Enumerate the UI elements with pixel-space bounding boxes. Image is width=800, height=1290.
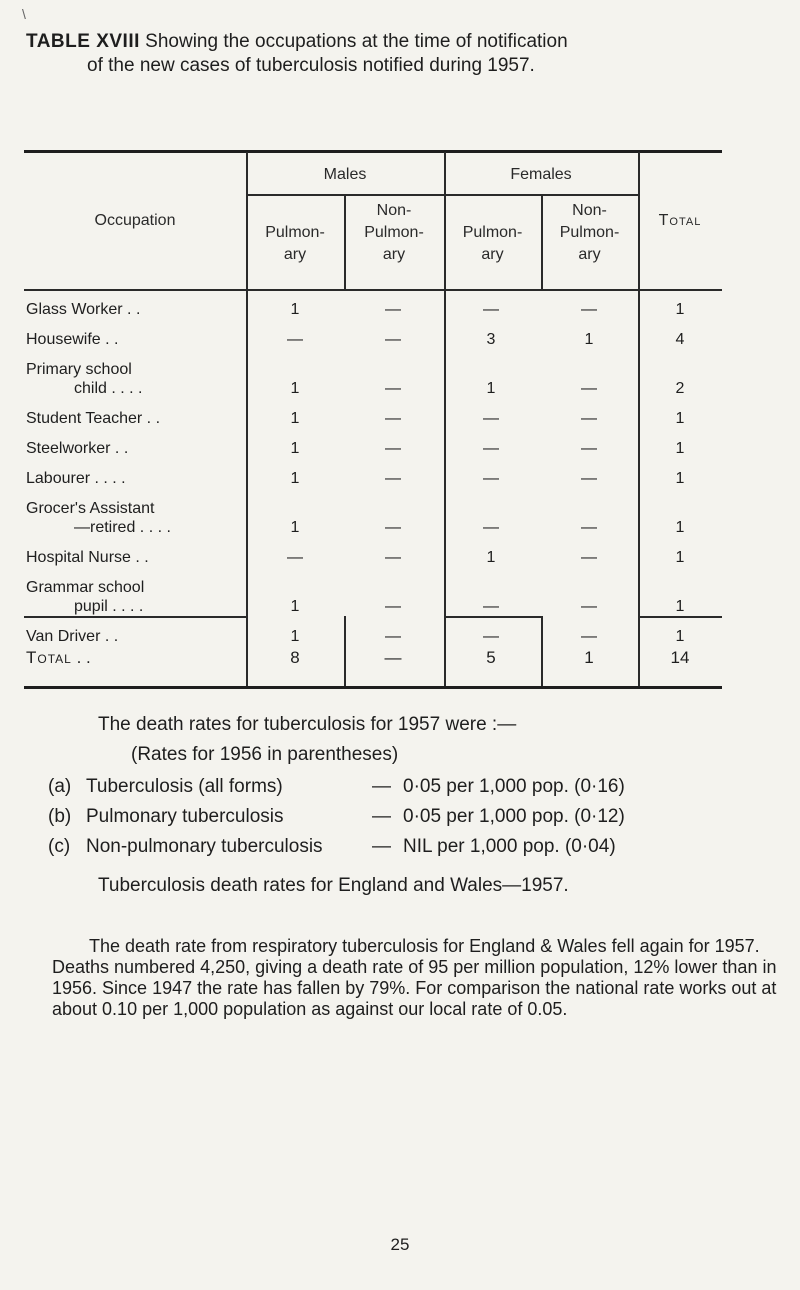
cell-total: 1 [675, 440, 685, 457]
cell-female-pulmonary: 1 [486, 380, 496, 397]
cell-male-pulmonary: 1 [290, 598, 300, 615]
total-rule-right [638, 616, 722, 618]
title-line2: of the new cases of tuberculosis notified during 1957. [87, 55, 535, 76]
total-male-non-pulmonary: — [384, 648, 402, 667]
occupation-cell: Labourer . . . . [26, 470, 126, 487]
header-total: Total [658, 212, 702, 229]
england-wales-heading: Tuberculosis death rates for England and Wales—1957. [98, 875, 569, 896]
cell-male-non-pulmonary: — [385, 380, 401, 397]
cell-male-pulmonary: 1 [290, 519, 300, 536]
total-rule-mid [444, 616, 542, 618]
occupation-cell: Grammar school pupil . . . . [26, 579, 145, 615]
occupation-cell: Hospital Nurse . . [26, 549, 149, 566]
notes-intro: The death rates for tuberculosis for 1957 were :— [98, 714, 517, 735]
cell-male-pulmonary: 1 [290, 301, 300, 318]
cell-female-pulmonary: — [483, 519, 499, 536]
margin-mark: \ [22, 6, 26, 22]
header-male-pulmonary: Pulmon- ary [265, 224, 325, 263]
header-male-non-pulmonary: Non- Pulmon- ary [364, 202, 424, 263]
occupation-cell: Glass Worker . . [26, 301, 141, 318]
cell-male-non-pulmonary: — [385, 410, 401, 427]
table-label: TABLE XVIII [26, 31, 140, 52]
group-header-rule [246, 194, 638, 196]
cell-total: 4 [675, 331, 685, 348]
cell-male-pulmonary: — [287, 331, 303, 348]
cell-female-pulmonary: 1 [486, 549, 496, 566]
cell-female-non-pulmonary: — [581, 410, 597, 427]
rate-item-a: (a) Tuberculosis (all forms) — 0·05 per 1,000 pop. (0·16) [48, 776, 625, 797]
england-wales-paragraph: The death rate from respiratory tuberculosis for England & Wales fell again for 1957. Deaths numbered 4,250, giving a death rate of 95 per million population, 12% lower than in 1956. Since 1947 the rate has fallen by 79%. For comparison the national rate works out at about 0.10 per 1,000 population as against our local rate of 0.05. [52, 936, 777, 1019]
occupation-cell: Housewife . . [26, 331, 119, 348]
cell-female-non-pulmonary: — [581, 628, 597, 645]
rate-item-c: (c) Non-pulmonary tuberculosis — NIL per 1,000 pop. (0·04) [48, 836, 616, 857]
header-female-non-pulmonary: Non- Pulmon- ary [559, 202, 620, 263]
cell-female-pulmonary: — [483, 410, 499, 427]
occupation-cell: Student Teacher . . [26, 410, 161, 427]
cell-female-pulmonary: — [483, 440, 499, 457]
notes-subintro: (Rates for 1956 in parentheses) [131, 744, 399, 765]
cell-female-non-pulmonary: — [581, 301, 597, 318]
cell-male-non-pulmonary: — [385, 549, 401, 566]
cell-female-pulmonary: — [483, 301, 499, 318]
table-top-rule [24, 150, 722, 153]
cell-male-non-pulmonary: — [385, 331, 401, 348]
header-males: Males [323, 166, 367, 183]
cell-male-pulmonary: 1 [290, 410, 300, 427]
cell-total: 2 [675, 380, 685, 397]
header-female-pulmonary: Pulmon- ary [462, 224, 523, 263]
cell-female-non-pulmonary: — [581, 380, 597, 397]
cell-total: 1 [675, 470, 685, 487]
cell-total: 1 [675, 628, 685, 645]
header-bottom-rule [24, 289, 722, 291]
cell-male-non-pulmonary: — [385, 470, 401, 487]
page-number: 25 [390, 1235, 410, 1254]
cell-total: 1 [675, 410, 685, 427]
occupation-cell: Van Driver . . [26, 628, 119, 645]
cell-male-pulmonary: 1 [290, 470, 300, 487]
cell-male-non-pulmonary: — [385, 628, 401, 645]
cell-female-non-pulmonary: — [581, 470, 597, 487]
table-bottom-rule [24, 686, 722, 689]
cell-male-non-pulmonary: — [385, 519, 401, 536]
cell-male-non-pulmonary: — [385, 301, 401, 318]
occupation-cell: Steelworker . . [26, 440, 129, 457]
cell-female-pulmonary: — [483, 470, 499, 487]
cell-male-non-pulmonary: — [385, 598, 401, 615]
cell-female-non-pulmonary: — [581, 440, 597, 457]
total-male-pulmonary: 8 [290, 648, 300, 667]
occupations-table: Occupation Males Females Total Pulmon- ary Non- Pulmon- ary Pulmon- ary Non- Pulmon- ary Glass Worker . . 1 — — — 1 Housewife . . — — 3 1 4 Primary school child . . . . 1 — 1 — 2 Student Teacher . . 1 — — — 1 Steelworker . . 1 — — — 1 Labourer . . . . 1 — — — 1 Grocer's Assistant —retired . . . . 1 — — — 1 Hospital Nurse . . — — 1 — 1 Grammar school pupil . . . . 1 — — — 1 Van Driver . . 1 — — — 1 Total . . 8 — 5 1 14 [24, 150, 722, 690]
cell-female-pulmonary: — [483, 598, 499, 615]
cell-male-pulmonary: 1 [290, 628, 300, 645]
cell-female-non-pulmonary: — [581, 598, 597, 615]
cell-female-non-pulmonary: 1 [584, 331, 594, 348]
cell-male-pulmonary: — [287, 549, 303, 566]
cell-female-pulmonary: 3 [486, 331, 496, 348]
cell-female-non-pulmonary: — [581, 549, 597, 566]
title-line1: Showing the occupations at the time of notification [139, 31, 568, 52]
cell-male-pulmonary: 1 [290, 380, 300, 397]
cell-male-pulmonary: 1 [290, 440, 300, 457]
cell-female-non-pulmonary: — [581, 519, 597, 536]
rate-item-b: (b) Pulmonary tuberculosis — 0·05 per 1,000 pop. (0·12) [48, 806, 625, 827]
cell-total: 1 [675, 598, 685, 615]
total-total: 14 [670, 648, 690, 667]
cell-total: 1 [675, 519, 685, 536]
occupation-cell: Primary school child . . . . [26, 361, 143, 397]
cell-male-non-pulmonary: — [385, 440, 401, 457]
total-female-pulmonary: 5 [486, 648, 496, 667]
header-females: Females [510, 166, 572, 183]
total-female-non-pulmonary: 1 [584, 648, 594, 667]
total-rule-left [24, 616, 246, 618]
occupation-cell: Grocer's Assistant —retired . . . . [26, 500, 171, 536]
cell-female-pulmonary: — [483, 628, 499, 645]
cell-total: 1 [675, 301, 685, 318]
table-title [26, 30, 786, 78]
header-occupation: Occupation [94, 212, 176, 229]
cell-total: 1 [675, 549, 685, 566]
total-label: Total [26, 648, 72, 667]
